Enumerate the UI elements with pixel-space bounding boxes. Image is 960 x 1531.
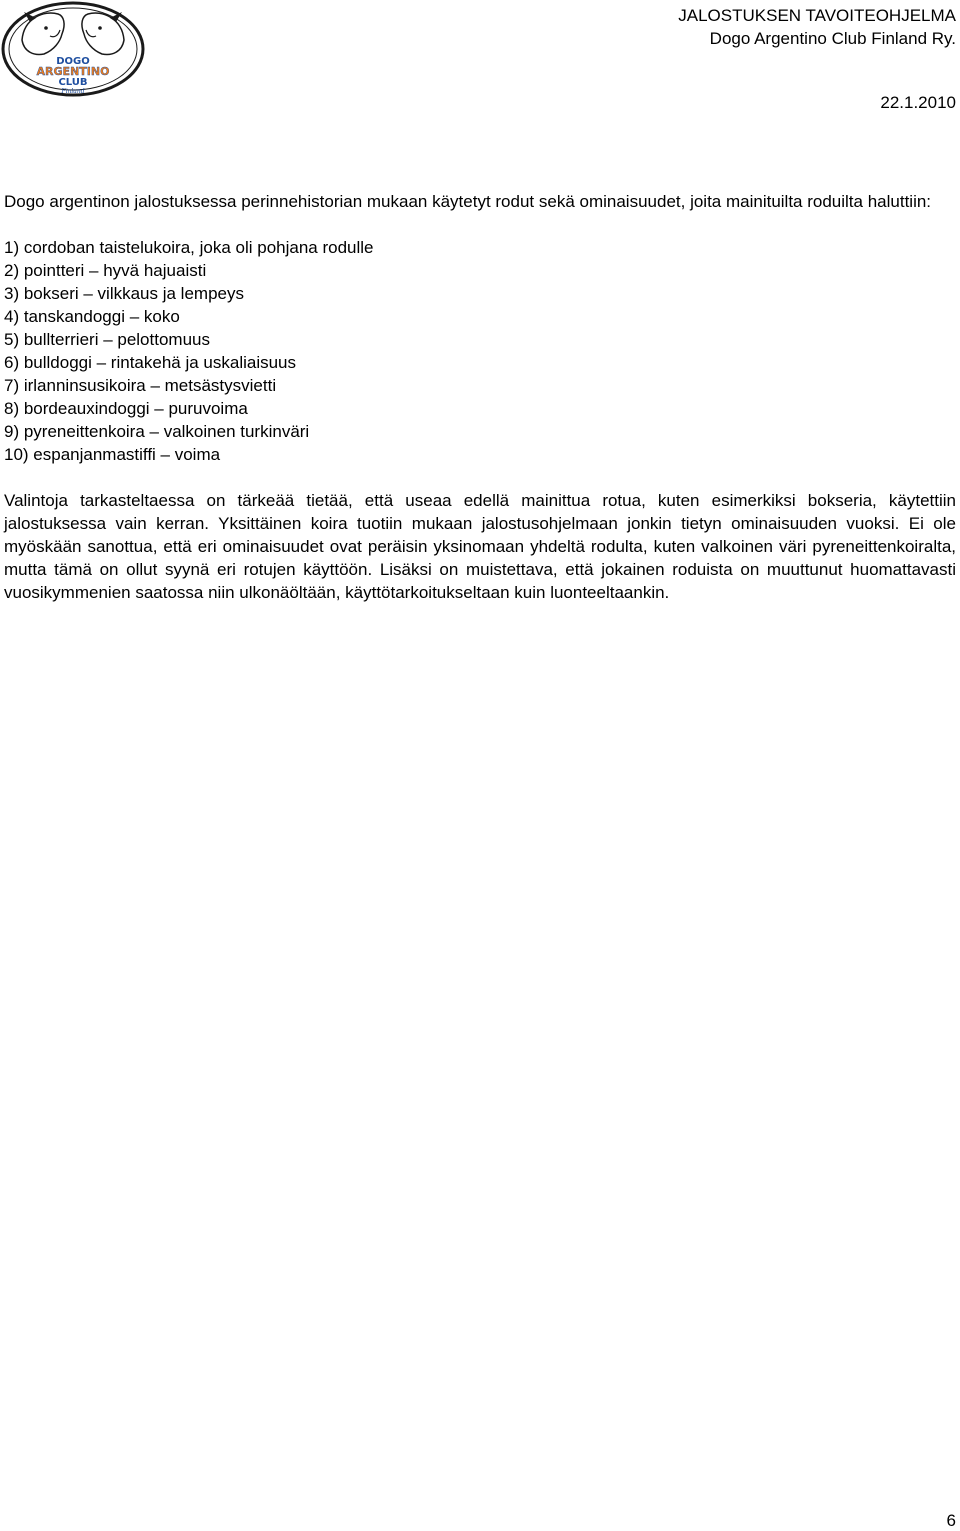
logo-text-club: CLUB bbox=[58, 77, 88, 88]
list-item: 3) bokseri – vilkkaus ja lempeys bbox=[4, 284, 244, 303]
intro-paragraph: Dogo argentinon jalostuksessa perinnehistorian mukaan käytetyt rodut sekä ominaisuudet, joita mainituilta roduilta haluttiin: bbox=[4, 192, 932, 211]
list-item: 6) bulldoggi – rintakehä ja uskaliaisuus bbox=[4, 353, 297, 372]
logo-text-argentino: ARGENTINO bbox=[36, 65, 110, 78]
logo-text-dogo: DOGO bbox=[56, 56, 90, 67]
list-item: 7) irlanninsusikoira – metsästysvietti bbox=[4, 376, 277, 395]
header-date: 22.1.2010 bbox=[880, 93, 956, 112]
body-paragraph: Valintoja tarkasteltaessa on tärkeää tietää, että useaa edellä mainittua rotua, kuten esimerkiksi bokseria, käytettiin jalostuksessa vain kerran. Yksittäinen koira tuotiin mukaan jalostusohjelmaan jonkin tietyn ominaisuuden vuoksi. Ei ole myöskään sanottua, että eri ominaisuudet ovat peräisin yksinomaan yhdeltä rodulta, kuten valkoinen väri pyreneittenkoiralta, mutta tämä on ollut syynä eri rotujen käyttöön. Lisäksi on muistettava, että jokainen roduista on muuttunut huomattavasti vuosikymmenien saatossa niin ulkonäöltään, käyttötarkoitukseltaan kuin luonteeltaankin. bbox=[4, 491, 956, 602]
list-item: 9) pyreneittenkoira – valkoinen turkinväri bbox=[4, 422, 310, 441]
breed-list bbox=[4, 236, 956, 466]
list-item: 8) bordeauxindoggi – puruvoima bbox=[4, 399, 248, 418]
list-item: 2) pointteri – hyvä hajuaisti bbox=[4, 261, 207, 280]
document-header bbox=[678, 4, 956, 50]
list-item: 1) cordoban taistelukoira, joka oli pohjana rodulle bbox=[4, 238, 374, 257]
list-item: 5) bullterrieri – pelottomuus bbox=[4, 330, 210, 349]
list-item: 4) tanskandoggi – koko bbox=[4, 307, 180, 326]
list-item: 10) espanjanmastiffi – voima bbox=[4, 445, 221, 464]
page-number: 6 bbox=[946, 1511, 956, 1530]
club-logo bbox=[0, 0, 146, 98]
document-body bbox=[4, 190, 956, 604]
club-logo-graphic bbox=[0, 0, 146, 98]
header-title: JALOSTUKSEN TAVOITEOHJELMA bbox=[678, 6, 956, 25]
header-organization: Dogo Argentino Club Finland Ry. bbox=[709, 29, 956, 48]
logo-text-finland: Finland bbox=[61, 88, 85, 95]
